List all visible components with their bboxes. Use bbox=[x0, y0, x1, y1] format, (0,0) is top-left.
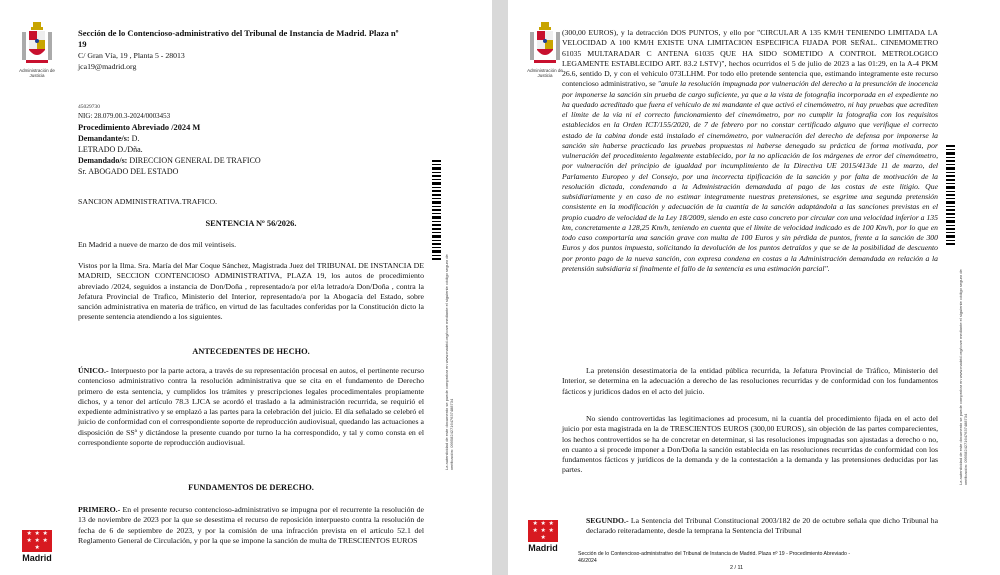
crest-caption: Administración de Justicia bbox=[19, 68, 55, 78]
paragraph-defendant-position: La pretensión desestimatoria de la entidad pública recurrida, la Jefatura Provincial de Tráfico, Ministerio del Interior, se determina en la adecuación a derecho de las resoluciones recurridas y de conformidad con los fundamentos fácticos y jurídicos dados en el acto del juicio. bbox=[562, 366, 938, 396]
paragraph-unico bbox=[78, 366, 424, 448]
sentence-title: SENTENCIA Nº 56/2026. bbox=[205, 219, 297, 228]
spanish-coat-of-arms-icon bbox=[528, 22, 562, 68]
unico-label: ÚNICO.- bbox=[78, 366, 109, 375]
verification-text: La autenticidad de este documento se puede comprobar en www.madrid.org/cove mediante el siguiente código seguro de verificación: 0995824271647637488734 bbox=[444, 254, 454, 470]
unico-text: Interpuesto por la parte actora, a través de su representación procesal en autos, el pertinente recurso contencioso administrativo contra la resolución administrativa que se cita en el fundamento de Derecho primero de esta sentencia, y cumplidos los trámites y prescripciones legales procedimentales propiamente dichos, y a tenor del artículo 78.3 LJCA se acordó el traslado a la administración recurrida, se requirió el expediente administrativo y se emplazó a las partes para la celebración del juicio. El día señalado se celebró el juicio de conformidad con el correspondiente soporte de reproducción audiovisual, quedando las actuaciones a disposición de SSª y dictándose la presente cuando por turno la ha correspondido, y tal y como consta en el correspondiente soporte de reproducción audiovisual. bbox=[78, 366, 424, 448]
case-block bbox=[78, 103, 378, 177]
court-address: C/ Gran Vía, 19 , Planta 5 - 28013 bbox=[78, 51, 185, 60]
madrid-wordmark: Madrid bbox=[22, 553, 52, 563]
primero-text: En el presente recurso contencioso-administrativo se impugna por el recurrente la resolución de 13 de noviembre de 2023 por la que se desestima el recurso de reposición interpuesto contra la resolución de fecha de 6 de septiembre de 2023, y por la comisión de una infracción prevista en el artículo 52.1 del Reglamento General de Circulación, y por la que se impone la sanción de multa de TRESCIENTOS EUROS bbox=[78, 505, 424, 545]
document-page-1 bbox=[0, 0, 492, 575]
madrid-logo bbox=[528, 520, 558, 553]
verification-barcode-icon bbox=[432, 160, 441, 262]
paragraph-controversy: No siendo controvertidas las legitimaciones ad procesum, ni la cuantía del procedimiento fijada en el acto del juicio por esta magistrada en la de TRESCIENTOS EUROS (300,00 EUROS), sin objeción de las partes comparecientes, los hechos controvertidos se ha de concretar en determinar, si las resoluciones impugnadas son ajustadas a derecho o no, en cuanto a si procede imponer a Don/Doña la sanción establecida en las resoluciones recurridas de conformidad con los fundamentos fácticos y jurídicos de la demanda y de la contestación a la demanda y las pretensiones deducidas por las partes. bbox=[562, 414, 938, 475]
spanish-coat-of-arms-icon bbox=[20, 22, 54, 68]
place-date: En Madrid a nueve de marzo de dos mil veintiseis. bbox=[78, 240, 237, 249]
paragraph-claims bbox=[562, 28, 938, 274]
page-number: 2 / 11 bbox=[730, 565, 744, 571]
claims-quote: "anule la resolución impugnada por vulneración del derecho a la presunción de inocencia por imponerse la sanción sin prueba de cargo suficiente, ya que a la vista de fotografía incorporada en el expediente no ha quedado acreditado que fuera el vehículo de mi mandante el que activó el cinemómetro, ni hay pruebas que acrediten el límite de la vía ni el correcto funcionamiento del cinemómetro, por no cumplir la fotografía con los requisitos establecidos en la Orden ICT/155/2020, de 7 de febrero por no constar certificado alguno que verifique el correcto estado de la cabina donde está instalado el cinemómetro, por vulneración del derecho de defensa por imponerse la sanción sin haberse practicado las pruebas propuestas ni haberse denegado su práctica de forma motivada, por vulneración del procedimiento legalmente establecido, por la no aplicación de los márgenes de error del cinemómetro, por vulneración del principio de igualdad por incumplimiento de la Directiva UE 2015/413de 11 de marzo, del Parlamento Europeo y del Consejo, por una incorrecta tipificación de la sanción y por falta de motivación de la resolución dictada, condenando a la Administración demandada al pago de las costas de este litigio. Que subsidiariamente y en caso de no estimar integramente nuestras pretensiones, se esgrime una segunda pretensión consistente en la modificación y adecuación de la cuantía de la sanción adaptándola a las sanciones previstas en el propio cuadro de velocidad de la Ley 18/2009, siendo en este caso concreto por circular con una velocidad inferior a 135 km, concretamente a 128,25 Km/h, teniendo en cuenta que el límite de velocidad indicado es de 100 Km/h, por lo que en todo caso comportaría una sanción grave con multa de 100 Euros y sin pérdida de puntos, frente a la sanción de 300 Euros y dos puntos impuesta, solicitando la devolución de los puntos detraídos y que se de la posibilidad de descuento por pronto pago de la nueva sanción, con expresa condena en costas a la Administración demandada en relación a la pretensión subsidiaria si finalmente el fallo de la sentencia es una estimación parcial". bbox=[562, 79, 938, 273]
intro-paragraph: Vistos por la Ilma. Sra. María del Mar Coque Sánchez, Magistrada Juez del TRIBUNAL DE INSTANCIA DE MADRID, SECCION CONTENCIOSO ADMINISTRATIVA, PLAZA 19, los autos de procedimiento abreviado /2024, seguidos a instancia de Don/Doña , representado/a por el/la letrado/a Don/Doña , contra la Jefatura Provincial de Trafico, Ministerio del Interior, representado/a por la Abogacía del Estado, sobre sanción administrativa en materia de tráfico, en virtud de las facultades conferidas por la Constitución dicto la presente sentencia atendiendo a los siguientes. bbox=[78, 261, 424, 322]
segundo-label: SEGUNDO.- bbox=[586, 516, 629, 525]
paragraph-primero bbox=[78, 505, 424, 546]
defendant-representative: Sr. ABOGADO DEL ESTADO bbox=[78, 167, 179, 176]
court-name: Sección de lo Contencioso-administrativo del Tribunal de Instancia de Madrid. Plaza nº 19 bbox=[78, 28, 399, 49]
page-footer bbox=[578, 551, 938, 565]
verification-text: La autenticidad de este documento se puede comprobar en www.madrid.org/cove mediante el siguiente código seguro de verificación: 0995824271647637488734 bbox=[958, 269, 968, 485]
defendant-line bbox=[78, 155, 378, 166]
crest-caption: Administración de Justicia bbox=[527, 68, 563, 78]
footer-case: 46/2024 bbox=[578, 558, 597, 564]
segundo-text: La Sentencia del Tribunal Constitucional 2003/182 de 20 de octubre señala que dicho Tribunal ha declarado reiteradamente, desde la temprana la Sentencia del Tribunal bbox=[586, 516, 938, 536]
madrid-stars-icon: ★ ★ ★ ★ ★ ★ ★ bbox=[22, 530, 52, 552]
plaintiff-label: Demandante/s: bbox=[78, 134, 130, 143]
primero-label: PRIMERO.- bbox=[78, 505, 121, 514]
procedure-type: Procedimiento Abreviado /2024 M bbox=[78, 123, 201, 132]
nig-number: NIG: 28.079.00.3-2024/0003453 bbox=[78, 112, 171, 120]
madrid-stars-icon: ★ ★ ★ ★ ★ ★ ★ bbox=[528, 520, 558, 542]
verification-barcode-icon bbox=[946, 145, 955, 247]
case-subject: SANCION ADMINISTRATIVA.TRAFICO. bbox=[78, 197, 218, 206]
plaintiff-line bbox=[78, 133, 378, 144]
defendant-label: Demandado/s: bbox=[78, 156, 128, 165]
lawyer-line: LETRADO D./Dña. bbox=[78, 145, 143, 154]
court-email: jca19@madrid.org bbox=[78, 62, 137, 71]
heading-fundamentos: FUNDAMENTOS DE DERECHO. bbox=[188, 483, 314, 492]
paragraph-segundo bbox=[586, 516, 938, 537]
court-header bbox=[78, 28, 408, 72]
case-reference: 45029730 bbox=[78, 104, 100, 110]
defendant-value: DIRECCION GENERAL DE TRAFICO bbox=[129, 156, 261, 165]
madrid-wordmark: Madrid bbox=[528, 543, 558, 553]
heading-antecedentes: ANTECEDENTES DE HECHO. bbox=[192, 347, 310, 356]
madrid-logo bbox=[22, 530, 52, 563]
claims-intro: (300,00 EUROS), y la detracción DOS PUNTOS, y ello por "CIRCULAR A 135 KM/H TENIENDO LIMITADA LA VELOCIDAD A 100 KM/H EXISTE UNA LIMITACION ESPECIFICA FIJADA POR SEÑAL. CINEMOMETRO 61035 MULTARADAR C ANTENA 61035 QUE HA SIDO SOMETIDO A CONTROL METROLOGICO LEGAMENTE ESTABLECIDO ART. 83.2 LSTV)", hechos ocurridos el 5 de julio de 2023 a las 01:29, en la A-4 PKM 26.6, sentido D, y con el vehículo 073LLHM. Por todo ello pretende sentencia que, estimando integramente este recurso contencioso administrativo, se bbox=[562, 28, 938, 89]
plaintiff-value: D. bbox=[131, 134, 140, 143]
footer-court: Sección de lo Contencioso-administrativo del Tribunal de Instancia de Madrid. Plaza nº 19 - Procedimiento Abreviado - bbox=[578, 551, 851, 557]
document-page-2 bbox=[508, 0, 1000, 575]
